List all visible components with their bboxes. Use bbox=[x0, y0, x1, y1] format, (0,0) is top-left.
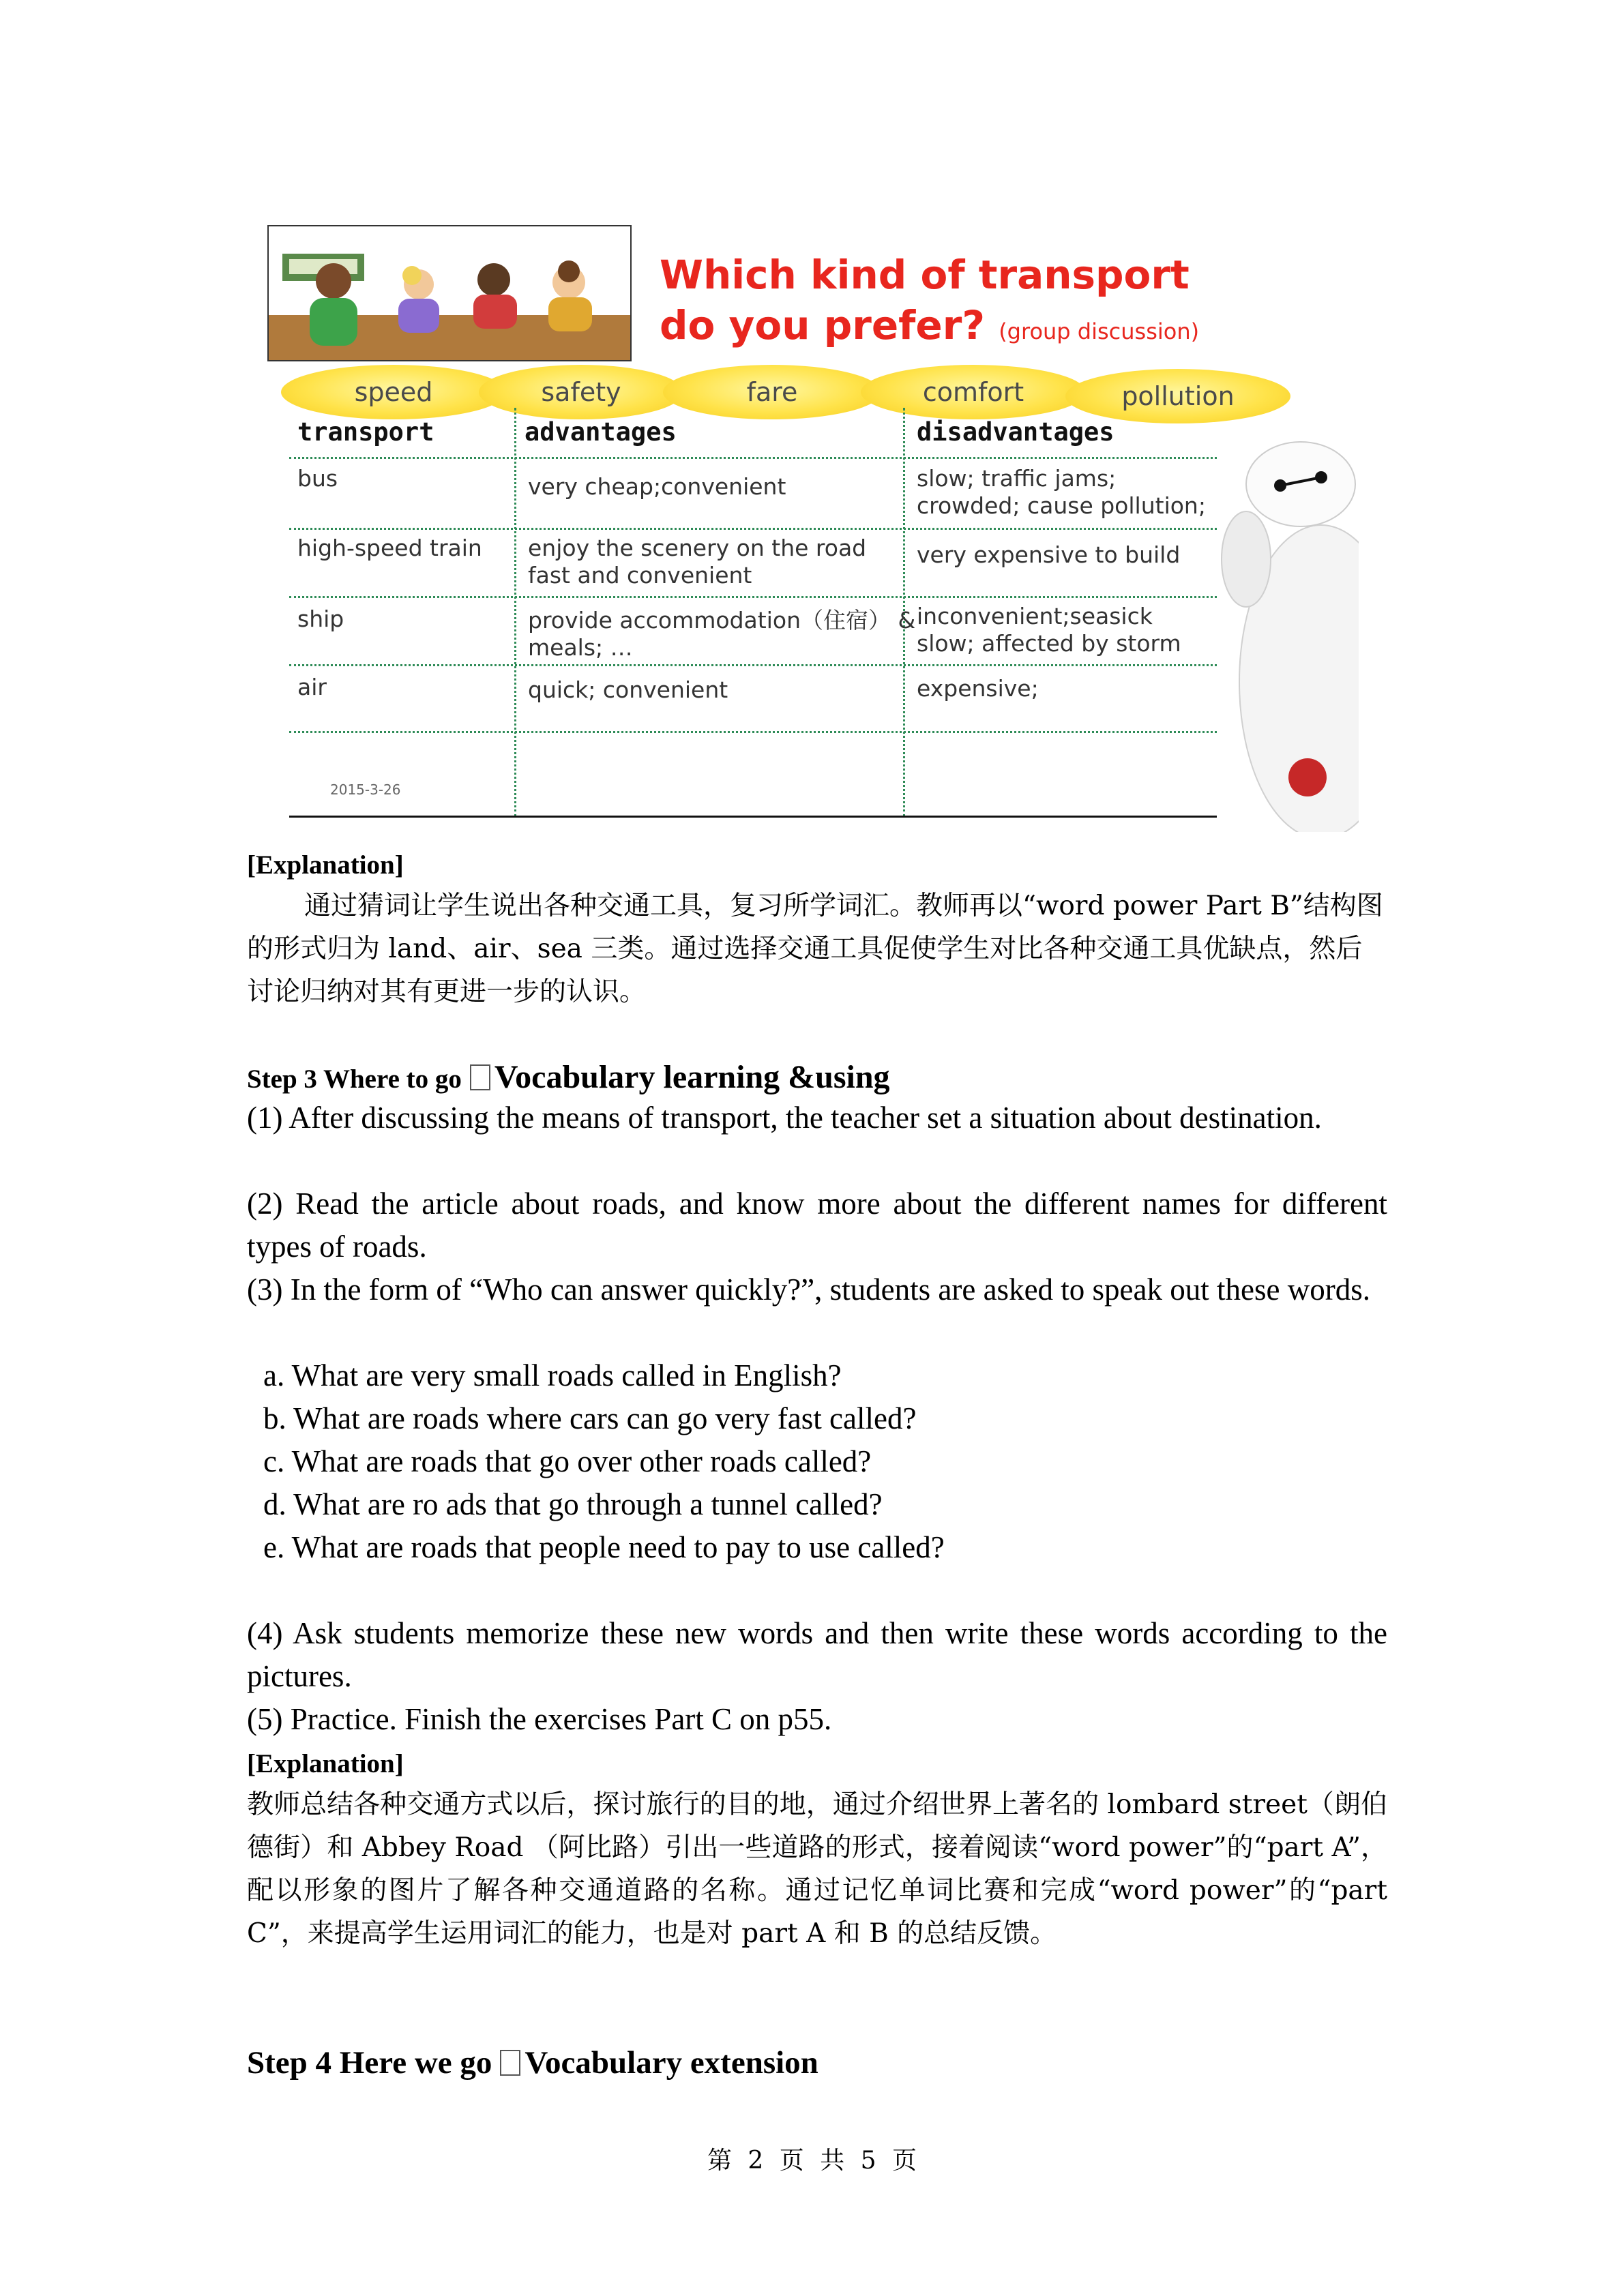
slide-title-line2: do you prefer? bbox=[660, 302, 985, 348]
step4-heading bbox=[247, 2042, 1387, 2085]
missing-glyph-box bbox=[470, 1064, 490, 1090]
baymax-character-illustration bbox=[1219, 423, 1359, 832]
explanation-text: 通过猜词让学生说出各种交通工具，复习所学词汇。教师再以“word power Part B”结构图的形式归为 land、air、sea 三类。通过选择交通工具促使学生对比各种交通工具优缺点，然后讨论归纳对其有更进一步的认识。 bbox=[247, 891, 1383, 1007]
column-divider bbox=[514, 408, 516, 817]
question-item: c. What are roads that go over other roads called? bbox=[263, 1444, 872, 1478]
transport-cell: air bbox=[297, 674, 327, 700]
transport-cell: bus bbox=[297, 465, 338, 492]
step4-title: Vocabulary extension bbox=[525, 2045, 818, 2081]
step3-heading bbox=[247, 1056, 1387, 1101]
slide-title-note: (group discussion) bbox=[999, 318, 1200, 344]
factor-pill: pollution bbox=[1065, 369, 1290, 423]
slide-date: 2015-3-26 bbox=[330, 781, 401, 798]
step3-title: Vocabulary learning &using bbox=[494, 1059, 890, 1095]
advantages-cell: quick; convenient bbox=[528, 676, 728, 703]
row-divider bbox=[289, 731, 1217, 733]
factor-pill: comfort bbox=[861, 365, 1086, 419]
question-item: d. What are ro ads that go through a tunnel called? bbox=[263, 1487, 883, 1521]
step3-prefix: Step 3 Where to go bbox=[247, 1064, 462, 1094]
slide-title bbox=[660, 250, 1273, 357]
page-footer: 第 2 页 共 5 页 bbox=[707, 2147, 917, 2175]
question-item: e. What are roads that people need to pay to use called? bbox=[263, 1530, 945, 1564]
transport-cell: ship bbox=[297, 606, 344, 632]
slide-title-line1: Which kind of transport bbox=[660, 252, 1190, 298]
header-advantages: advantages bbox=[525, 417, 677, 447]
row-divider bbox=[289, 664, 1217, 666]
transport-table bbox=[289, 408, 1217, 817]
factor-pill: safety bbox=[479, 365, 683, 419]
step4-prefix: Step 4 Here we go bbox=[247, 2045, 492, 2081]
row-divider bbox=[289, 596, 1217, 598]
question-item: b. What are roads where cars can go very fast called? bbox=[263, 1401, 917, 1435]
step3-item: (1) After discussing the means of transport, the teacher set a situation about destination. bbox=[247, 1101, 1322, 1135]
explanation-heading: [Explanation] bbox=[247, 1749, 404, 1778]
table-bottom-rule bbox=[289, 816, 1217, 818]
step3-item: (5) Practice. Finish the exercises Part C on p55. bbox=[247, 1702, 832, 1736]
transport-cell: high-speed train bbox=[297, 535, 482, 561]
explanation-heading: [Explanation] bbox=[247, 850, 404, 880]
disadvantages-cell: slow; traffic jams; crowded; cause pollution; bbox=[917, 465, 1206, 519]
factor-pill: fare bbox=[663, 365, 881, 419]
disadvantages-cell: inconvenient;seasick slow; affected by storm bbox=[917, 603, 1181, 657]
header-transport: transport bbox=[297, 417, 434, 447]
disadvantages-cell: expensive; bbox=[917, 675, 1039, 702]
factor-pill: speed bbox=[281, 365, 506, 419]
step3-item: (4) Ask students memorize these new words and then write these words according to the pictures. bbox=[247, 1616, 1387, 1693]
advantages-cell: very cheap;convenient bbox=[528, 473, 786, 500]
step3-item: (3) In the form of “Who can answer quickly?”, students are asked to speak out these words. bbox=[247, 1272, 1370, 1307]
advantages-cell: enjoy the scenery on the road fast and convenient bbox=[528, 535, 867, 588]
row-divider bbox=[289, 457, 1217, 459]
missing-glyph-box bbox=[500, 2050, 520, 2076]
row-divider bbox=[289, 528, 1217, 530]
explanation-text: 教师总结各种交通方式以后，探讨旅行的目的地，通过介绍世界上著名的 lombard street（朗伯德街）和 Abbey Road （阿比路）引出一些道路的形式，接着阅读“word power”的“part A”，配以形象的图片了解各种交通道路的名称。通过记忆单词比赛和完成“word power”的“part C”，来提高学生运用词汇的能力，也是对 part A 和 B 的总结反馈。 bbox=[247, 1789, 1387, 1949]
header-disadvantages: disadvantages bbox=[917, 417, 1114, 447]
advantages-cell: provide accommodation（住宿） & meals; … bbox=[528, 607, 916, 661]
step3-item: (2) Read the article about roads, and know more about the different names for different types of roads. bbox=[247, 1187, 1387, 1264]
slide-figure bbox=[267, 225, 1359, 839]
students-discussion-illustration bbox=[267, 225, 632, 361]
disadvantages-cell: very expensive to build bbox=[917, 541, 1181, 568]
question-item: a. What are very small roads called in English? bbox=[263, 1358, 842, 1392]
